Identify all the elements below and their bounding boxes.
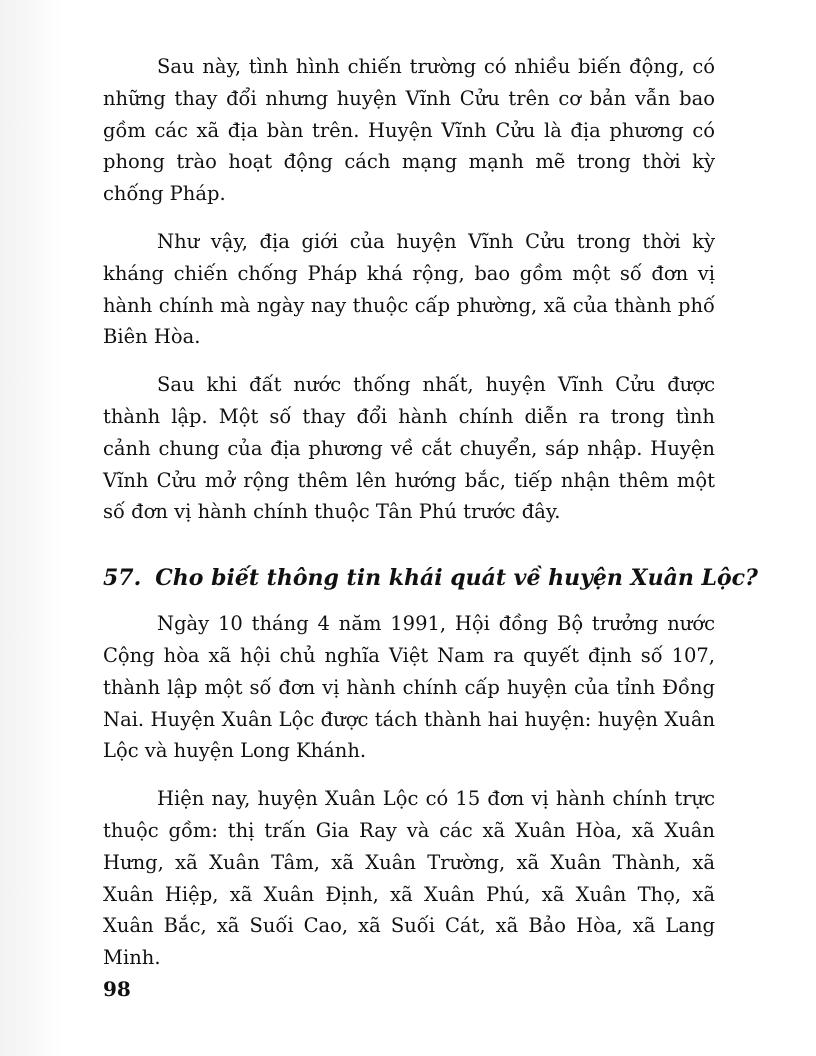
section-number: 57.	[103, 565, 142, 592]
paragraph-4: Ngày 10 tháng 4 năm 1991, Hội đồng Bộ trưởng nước Cộng hòa xã hội chủ nghĩa Việt Nam ra quyết định số 107, thành lập một số đơn vị hành chính cấp huyện của tỉnh Đồng Nai. Huyện Xuân Lộc được tách thành hai huyện: huyện Xuân Lộc và huyện Long Khánh.	[103, 612, 715, 763]
page-number: 98	[103, 977, 131, 1001]
paragraph-1: Sau này, tình hình chiến trường có nhiều biến động, có những thay đổi nhưng huyện Vĩnh Cửu trên cơ bản vẫn bao gồm các xã địa bàn trên. Huyện Vĩnh Cửu là địa phương có phong trào hoạt động cách mạng mạnh mẽ trong thời kỳ chống Pháp.	[103, 55, 715, 206]
page-body	[103, 51, 758, 974]
paragraph-5: Hiện nay, huyện Xuân Lộc có 15 đơn vị hành chính trực thuộc gồm: thị trấn Gia Ray và các xã Xuân Hòa, xã Xuân Hưng, xã Xuân Tâm, xã Xuân Trường, xã Xuân Thành, xã Xuân Hiệp, xã Xuân Định, xã Xuân Phú, xã Xuân Thọ, xã Xuân Bắc, xã Suối Cao, xã Suối Cát, xã Bảo Hòa, xã Lang Minh.	[103, 787, 715, 970]
paragraph-3: Sau khi đất nước thống nhất, huyện Vĩnh Cửu được thành lập. Một số thay đổi hành chính diễn ra trong tình cảnh chung của địa phương về cắt chuyển, sáp nhập. Huyện Vĩnh Cửu mở rộng thêm lên hướng bắc, tiếp nhận thêm một số đơn vị hành chính thuộc Tân Phú trước đây.	[103, 373, 715, 524]
page-gutter-shadow	[0, 0, 62, 1056]
section-heading	[103, 562, 758, 594]
paragraph-2: Như vậy, địa giới của huyện Vĩnh Cửu trong thời kỳ kháng chiến chống Pháp khá rộng, bao gồm một số đơn vị hành chính mà ngày nay thuộc cấp phường, xã của thành phố Biên Hòa.	[103, 229, 715, 349]
section-title: Cho biết thông tin khái quát về huyện Xuân Lộc?	[155, 565, 758, 592]
